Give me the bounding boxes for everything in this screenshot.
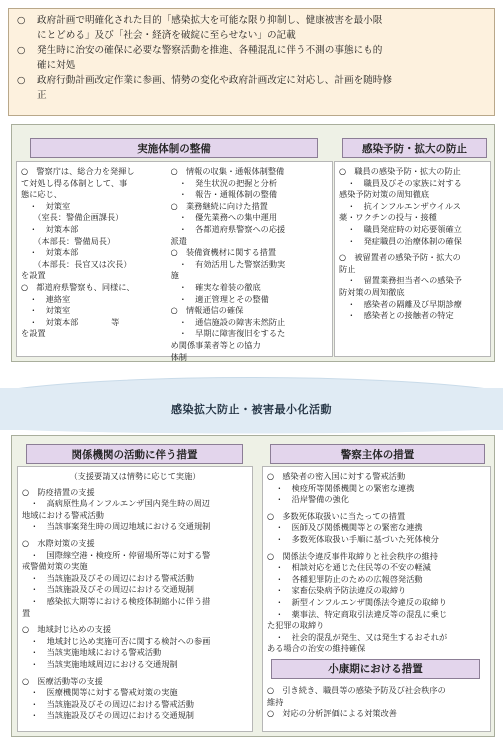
list-item: ある場合の治安の維持確保 [267,643,366,654]
list-item: ・ 医療機関等に対する警戒対策の実施 [22,687,178,698]
implementation-col-1 [21,166,165,352]
implementation-setup-box [16,161,333,362]
police-measures-list [267,471,486,655]
police-measures-heading: 警察主体の措置 [270,444,485,464]
list-item: ・ 高病原性鳥インフルエンザ国内発生時の周辺 [22,498,210,509]
remission-period-list [267,685,486,720]
list-item: ・ 報告・通報体制の整備 [170,189,278,200]
list-item: ・ 当該施設及びその周辺における警戒活動 [22,572,194,583]
list-item: 体制 [170,351,187,362]
wave-bottom-decoration-icon [0,427,503,435]
list-item: を設置 [21,270,46,281]
remission-period-heading: 小康期における措置 [271,659,480,679]
police-measures-box [262,466,491,732]
list-item: ・ 新型インフルエンザ関係法令違反の取締り [267,596,447,607]
list-item: 戒警備対策の実施 [22,561,88,572]
intro-line: にとどめる」及び「社会・経済を破綻に至らせない」の記載 [37,29,296,41]
list-item: ・ 対策本部 [21,247,79,258]
list-item: 薬・ワクチンの投与・接種 [339,212,437,223]
list-item: 態に応じ、 [21,189,62,200]
list-item: ○ 水際対策の支援 [22,537,95,548]
list-item: ・ 社会的混乱が発生、又は発生するおそれが [267,631,448,642]
list-item: （本部長：長官又は次長） [21,258,132,269]
list-item: ・ 薬事法、特定商取引法違反等の混乱に乗じ [267,608,448,619]
intro-line: 正 [37,89,47,101]
infection-prevention-heading: 感染予防・拡大の防止 [342,138,487,158]
list-item: （本部長：警備局長） [21,235,116,246]
intro-list [17,14,486,104]
list-item: ・ 当該施設及びその周辺における交通規制 [22,710,194,721]
implementation-setup-heading: 実施体制の整備 [30,138,318,158]
intro-item-text [37,14,486,43]
mitigation-banner: 感染拡大防止・被害最小化活動 [0,388,503,430]
intro-item [17,44,486,73]
list-item: ○ 情報通信の確保 [170,305,244,316]
intro-line: 政府行動計画改定作業に参画、情勢の変化や政府計画改定に対応し、計画を随時修 [37,75,392,87]
bottom-panel [11,435,495,737]
list-item: て対処し得る体制として、事 [21,177,128,188]
related-agencies-box [17,466,253,732]
list-item: ・ 各種犯罪防止のための広報啓発活動 [267,573,423,584]
circle-bullet-icon: ○ [17,75,26,87]
list-item: 施 [170,270,179,281]
list-item: ○ 警察庁は、総合力を発揮し [21,166,135,176]
list-item: 派遣 [170,235,187,246]
infection-prevention-box [334,161,491,357]
list-item: ○ 対応の分析評価による対策改善 [267,708,397,719]
list-item: ○ 情報の収集・通報体制整備 [170,166,285,176]
list-item: ○ 引き続き、職員等の感染予防及び社会秩序の [267,684,446,695]
list-item: め関係事業者等との協力 [170,339,261,350]
list-item: ・ 連絡室 [21,293,71,304]
list-item: 地域における警戒活動 [22,509,104,520]
related-agencies-list [22,487,248,722]
list-item: ○ 多数死体取扱いに当たっての措置 [267,510,406,521]
list-item: ○ 都道府県警察も、同様に、 [21,281,135,292]
list-item: ○ 装備資機材に関する措置 [170,247,277,258]
intro-line: 政府計画で明確化された目的「感染拡大を可能な限り抑制し、健康被害を最小限 [37,15,383,26]
list-item: ・ 留置業務担当者への感染予 [339,275,462,286]
list-item: （室長：警備企画課長） [21,212,124,223]
list-item: ○ 業務継続に向けた措置 [170,200,268,211]
list-item: ・ 当該実施地域周辺における交通規制 [22,658,178,669]
list-item: 防止 [339,263,356,274]
list-item: ○ 感染者の密入国に対する警戒活動 [267,471,406,481]
list-item: ・ 対策本部 等 [21,316,120,327]
list-item: 防対策の周知徹底 [339,286,405,297]
list-item: ・ 対策本部 [21,223,79,234]
list-item: ○ 職員の感染予防・拡大の防止 [339,166,461,176]
list-item: ・ 当該事案発生時の周辺地域における交通規制 [22,521,211,532]
list-item: ○ 関係法令違反事件取締りと社会秩序の維持 [267,550,438,561]
list-item: ・ 当該施設及びその周辺における警戒活動 [22,698,194,709]
intro-item-text [37,44,486,73]
circle-bullet-icon: ○ [17,15,26,26]
list-item: ・ 感染拡大期等における検疫体制縮小に伴う措 [22,595,211,606]
list-item: ・ 相談対応を通じた住民等の不安の軽減 [267,562,431,573]
list-item: ・ 国際線空港・検疫所・停留場所等に対する警 [22,549,211,560]
related-agencies-heading: 関係機関の活動に伴う措置 [26,444,243,464]
intro-line: 発生時に治安の確保に必要な警察活動を推進、各種混乱に伴う不測の事態にも的 [37,45,383,57]
list-item: 置 [22,607,31,618]
intro-item [17,14,486,43]
intro-line: 確に対処 [37,59,76,71]
list-item: た犯罪の取締り [267,620,325,631]
list-item: ・ 医師及び関係機関等との緊密な連携 [267,522,423,533]
top-panel [11,124,495,362]
list-item: ○ 防疫措置の支援 [22,486,95,497]
list-item: ・ 地域封じ込め実施可否に関する検討への参画 [22,635,211,646]
list-item: ・ 当該実施地域における警戒活動 [22,647,162,658]
intro-item-text [37,74,486,103]
list-item: ・ 当該施設及びその周辺における交通規制 [22,584,194,595]
list-item: ・ 職員及びその家族に対する [339,177,462,188]
list-item: を設置 [21,328,46,339]
related-agencies-subtitle: （支援要請又は情勢に応じて実施） [69,471,201,481]
list-item: 感染予防対策の周知徹底 [339,189,430,200]
list-item: ・ 家畜伝染病予防法違反の取締り [267,585,407,596]
list-item: ・ 検疫所等関係機関との緊密な連携 [267,482,415,493]
list-item: ・ 適正管理とその整備 [170,293,269,304]
list-item: ○ 地域封じ込めの支援 [22,624,112,635]
list-item: ・ 多数死体取扱い手順に基づいた死体検分 [267,533,439,544]
implementation-col-2 [170,166,328,362]
list-item: ・ 沿岸警備の強化 [267,494,349,505]
list-item: ・ 職員発症時の対応要領確立 [339,223,462,234]
list-item: ・ 感染者の隔離及び早期診療 [339,298,462,309]
list-item: ・ 各都道府県警察への応援 [170,223,286,234]
infection-prevention-list [339,166,486,322]
list-item: ・ 対策室 [21,200,71,211]
list-item: ・ 発生状況の把握と分析 [170,177,278,188]
list-item: ・ 発症職員の治療体制の確保 [339,235,462,246]
list-item: ○ 医療活動等の支援 [22,675,103,686]
list-item: ・ 早期に障害復旧をするた [170,328,286,339]
list-item: 維持 [267,696,284,707]
list-item: ・ 対策室 [21,305,71,316]
circle-bullet-icon: ○ [17,45,26,57]
list-item: ・ 優先業務への集中運用 [170,212,278,223]
list-item: ・ 通信施設の障害未然防止 [170,316,286,327]
list-item: ・ 抗インフルエンザウイルス [339,200,461,211]
list-item: ・ 確実な着装の徹底 [170,281,261,292]
intro-box [8,8,495,116]
list-item: ○ 被留置者の感染予防・拡大の [339,252,461,263]
list-item: ・ 有効活用した警察活動実 [170,258,286,269]
list-item: ・ 感染者との接触者の特定 [339,310,454,321]
intro-item [17,74,486,103]
